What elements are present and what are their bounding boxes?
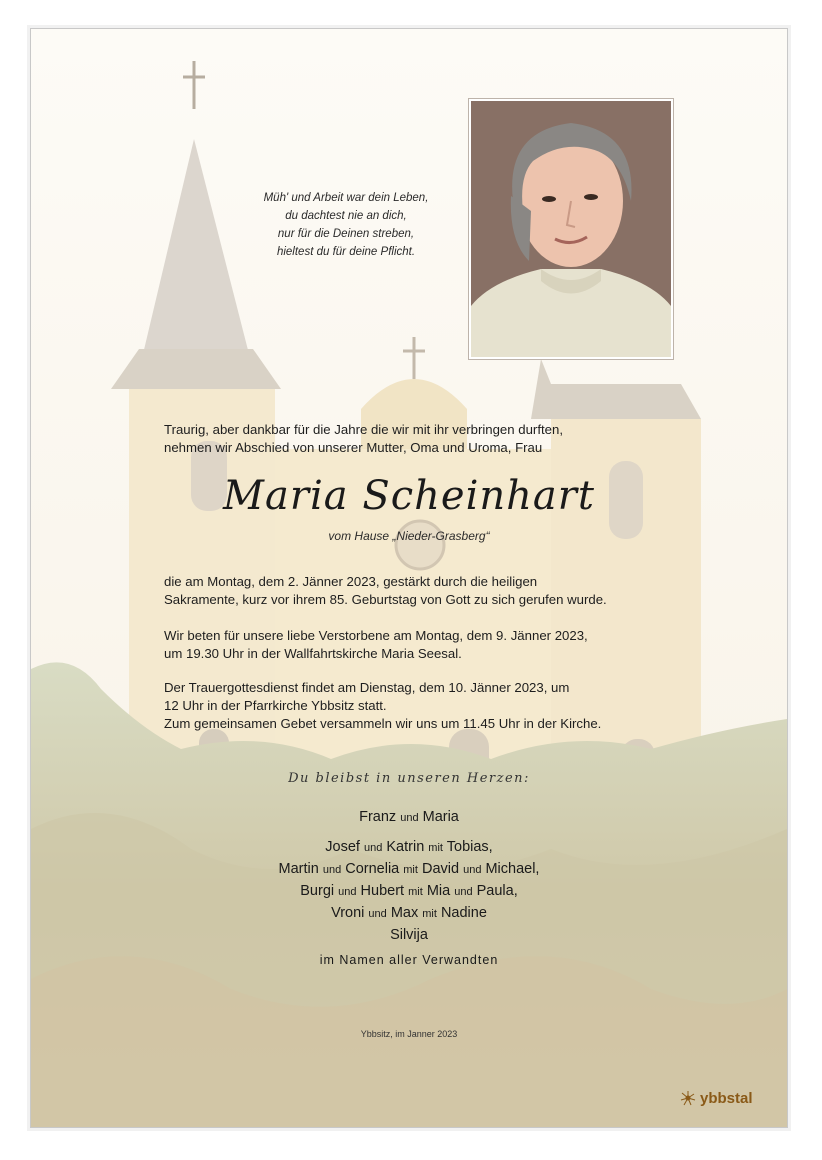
deceased-origin: vom Hause „Nieder-Grasberg“	[328, 529, 490, 543]
intro-paragraph	[164, 421, 672, 457]
family-name: Franz	[359, 809, 397, 825]
family-name: Burgi	[300, 883, 335, 899]
funeral-line-1: Der Trauergottesdienst findet am Dienstag, dem 10. Jänner 2023, um	[164, 680, 570, 695]
funeral-line-2: 12 Uhr in der Pfarrkirche Ybbsitz statt.	[164, 698, 387, 713]
portrait-photo	[469, 99, 673, 359]
family-name: Tobias,	[446, 839, 493, 855]
connector-word: mit	[422, 908, 437, 920]
family-sibling: Silvija	[390, 927, 428, 943]
prayer-paragraph	[164, 627, 672, 663]
quote-line: nur für die Deinen streben,	[277, 228, 415, 240]
ybbstal-logo	[679, 1089, 753, 1107]
family-name: Josef	[325, 839, 360, 855]
family-line	[31, 837, 787, 859]
family-name: David	[421, 861, 460, 877]
prayer-line-2: um 19.30 Uhr in der Wallfahrtskirche Maria Seesal.	[164, 646, 462, 661]
family-name: Cornelia	[345, 861, 400, 877]
hearts-heading: Du bleibst in unseren Herzen:	[288, 771, 530, 786]
connector-word: und	[363, 842, 383, 854]
family-name: Paula,	[476, 883, 518, 899]
connector-word: und	[322, 864, 342, 876]
deceased-name: Maria Scheinhart	[223, 473, 595, 519]
connector-word: mit	[428, 842, 443, 854]
family-name: Michael,	[485, 861, 540, 877]
family-children	[31, 807, 787, 829]
family-line	[31, 903, 787, 925]
family-name: Mia	[426, 883, 451, 899]
family-grandchildren	[31, 837, 787, 925]
family-name: Nadine	[440, 905, 487, 921]
family-name: Max	[390, 905, 419, 921]
connector-word: mit	[408, 886, 423, 898]
family-line	[31, 881, 787, 903]
connector-word: und	[454, 886, 473, 898]
quote-line: du dachtest nie an dich,	[285, 210, 407, 222]
family-name: Maria	[422, 809, 459, 825]
connector-word: mit	[403, 864, 418, 876]
quote-line: Müh' und Arbeit war dein Leben,	[263, 192, 429, 204]
quote-line: hieltest du für deine Pflicht.	[276, 246, 416, 258]
family-name: Vroni	[331, 905, 365, 921]
place-date: Ybbsitz, im Janner 2023	[360, 1029, 458, 1039]
death-line-2: Sakramente, kurz vor ihrem 85. Geburtstag von Gott zu sich gerufen wurde.	[164, 592, 607, 607]
dandelion-icon	[679, 1089, 697, 1107]
obituary-frame	[30, 28, 788, 1128]
connector-word: und	[368, 908, 387, 920]
intro-line-2: nehmen wir Abschied von unserer Mutter, Oma und Uroma, Frau	[164, 440, 543, 455]
prayer-line-1: Wir beten für unsere liebe Verstorbene am Montag, dem 9. Jänner 2023,	[164, 628, 588, 643]
family-name: Katrin	[386, 839, 425, 855]
death-paragraph	[164, 573, 672, 609]
family-line	[31, 859, 787, 881]
funeral-line-3: Zum gemeinsamen Gebet versammeln wir uns um 11.45 Uhr in der Kirche.	[164, 716, 602, 731]
death-line-1: die am Montag, dem 2. Jänner 2023, gestärkt durch die heiligen	[164, 574, 538, 589]
funeral-paragraph	[164, 679, 672, 733]
intro-line-1: Traurig, aber dankbar für die Jahre die wir mit ihr verbringen durften,	[164, 422, 563, 437]
family-name: Martin	[278, 861, 319, 877]
logo-text: ybbstal	[700, 1089, 753, 1107]
portrait-image	[471, 101, 671, 357]
connector-word: und	[338, 886, 357, 898]
memorial-quote	[201, 189, 491, 261]
connector-word: und	[400, 812, 419, 824]
connector-word: und	[463, 864, 482, 876]
family-name: Hubert	[360, 883, 405, 899]
relatives-line: im Namen aller Verwandten	[319, 953, 499, 967]
